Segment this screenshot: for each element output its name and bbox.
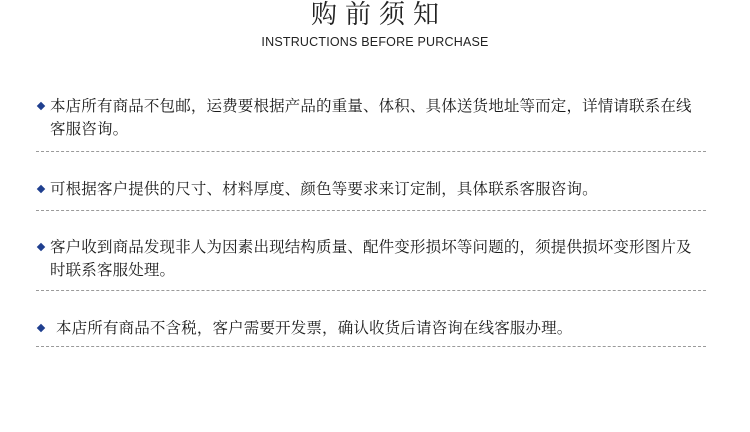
notice-item-invoice — [36, 317, 706, 347]
page-title: 购前须知 — [310, 0, 447, 30]
diamond-bullet-icon — [36, 95, 50, 117]
notice-item-shipping — [36, 95, 706, 152]
diamond-bullet-icon — [36, 178, 50, 200]
diamond-bullet-icon — [36, 317, 50, 339]
notice-text: 本店所有商品不包邮，运费要根据产品的重量、体积、具体送货地址等而定，详情请联系在线客服咨询。 — [50, 97, 692, 138]
notice-text: 客户收到商品发现非人为因素出现结构质量、配件变形损坏等问题的，须提供损坏变形图片及时联系客服处理。 — [50, 238, 692, 279]
notice-item-customization — [36, 178, 706, 211]
notice-text: 本店所有商品不含税，客户需要开发票，确认收货后请咨询在线客服办理。 — [56, 319, 573, 337]
page-subtitle: INSTRUCTIONS BEFORE PURCHASE — [261, 35, 489, 49]
diamond-bullet-icon — [36, 236, 50, 258]
notice-text: 可根据客户提供的尺寸、材料厚度、颜色等要求来订定制，具体联系客服咨询。 — [50, 180, 598, 198]
notice-item-damage — [36, 236, 706, 291]
